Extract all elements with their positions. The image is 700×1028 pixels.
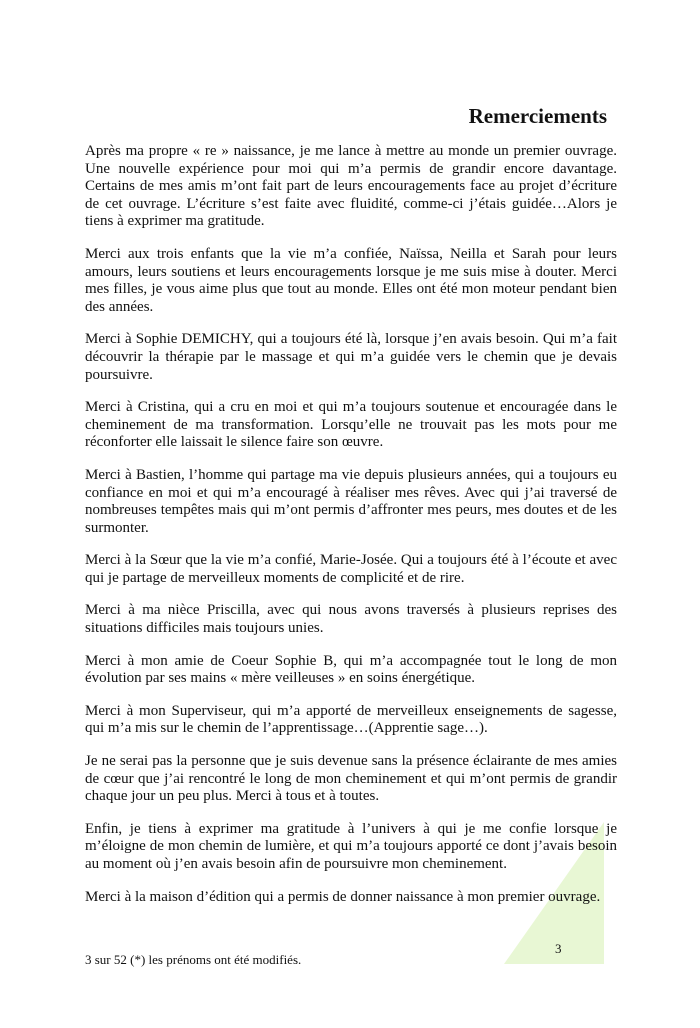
page-title: Remerciements: [468, 104, 607, 128]
paragraph-7: Merci à ma nièce Priscilla, avec qui nous avons traversés à plusieurs reprises des situations difficiles mais toujours unies.: [85, 602, 617, 637]
paragraph-6: Merci à la Sœur que la vie m’a confié, Marie-Josée. Qui a toujours été à l’écoute et avec qui je partage de merveilleux moments de complicité et de rire.: [85, 552, 617, 586]
paragraph-5: Merci à Bastien, l’homme qui partage ma vie depuis plusieurs années, qui a toujours eu confiance en moi et qui m’a encouragé à réaliser mes rêves. Avec qui j’ai traversé de nombreuses tempêtes mais qui m’ont permis d’affronter mes peurs, mes doutes et de les surmonter.: [85, 466, 617, 536]
paragraph-1: Après ma propre « re » naissance, je me lance à mettre au monde un premier ouvrage. Une nouvelle expérience pour moi qui m’a permis de grandir encore davantage. Certains de mes amis m’ont fait part de leurs encouragements face au projet d’écriture de cet ouvrage. L’écriture s’est faite avec fluidité, comme-ci j’étais guidée…Alors je tiens à exprimer ma gratitude.: [85, 143, 617, 230]
page-number: 3: [555, 941, 562, 956]
paragraph-3: Merci à Sophie DEMICHY, qui a toujours été là, lorsque j’en avais besoin. Qui m’a fait découvrir la thérapie par le massage et qui m’a guidée vers le chemin que je devais poursuivre.: [85, 331, 617, 383]
paragraph-10: Je ne serai pas la personne que je suis devenue sans la présence éclairante de mes amies de cœur que j’ai rencontré le long de mon cheminement et qui m’ont permis de grandir chaque jour un peu plus. Merci à tous et à toutes.: [85, 753, 617, 805]
paragraph-2: Merci aux trois enfants que la vie m’a confiée, Naïssa, Neilla et Sarah pour leurs amours, leurs soutiens et leurs encouragements lorsque je me suis mise à douter. Merci mes filles, je vous aime plus que tout au monde. Elles ont été mon moteur pendant bien des années.: [85, 245, 617, 315]
acknowledgements-body: [85, 143, 617, 921]
paragraph-11: Enfin, je tiens à exprimer ma gratitude à l’univers à qui je me confie lorsque je m’éloigne de mon chemin de lumière, et qui m’a toujours apporté ce dont j’avais besoin au moment où j’en avais besoin afin de poursuivre mon cheminement.: [85, 820, 617, 872]
footer-note: 3 sur 52 (*) les prénoms ont été modifiés.: [85, 952, 302, 967]
paragraph-12: Merci à la maison d’édition qui a permis de donner naissance à mon premier ouvrage.: [85, 888, 601, 905]
paragraph-9: Merci à mon Superviseur, qui m’a apporté de merveilleux enseignements de sagesse, qui m’a mis sur le chemin de l’apprentissage…(Apprentie sage…).: [85, 702, 617, 737]
paragraph-4: Merci à Cristina, qui a cru en moi et qui m’a toujours soutenue et encouragée dans le cheminement de ma transformation. Lorsqu’elle ne trouvait pas les mots pour me réconforter elle laissait le silence faire son œuvre.: [85, 399, 617, 451]
paragraph-8: Merci à mon amie de Coeur Sophie B, qui m’a accompagnée tout le long de mon évolution par ses mains « mère veilleuses » en soins énergétique.: [85, 652, 617, 687]
